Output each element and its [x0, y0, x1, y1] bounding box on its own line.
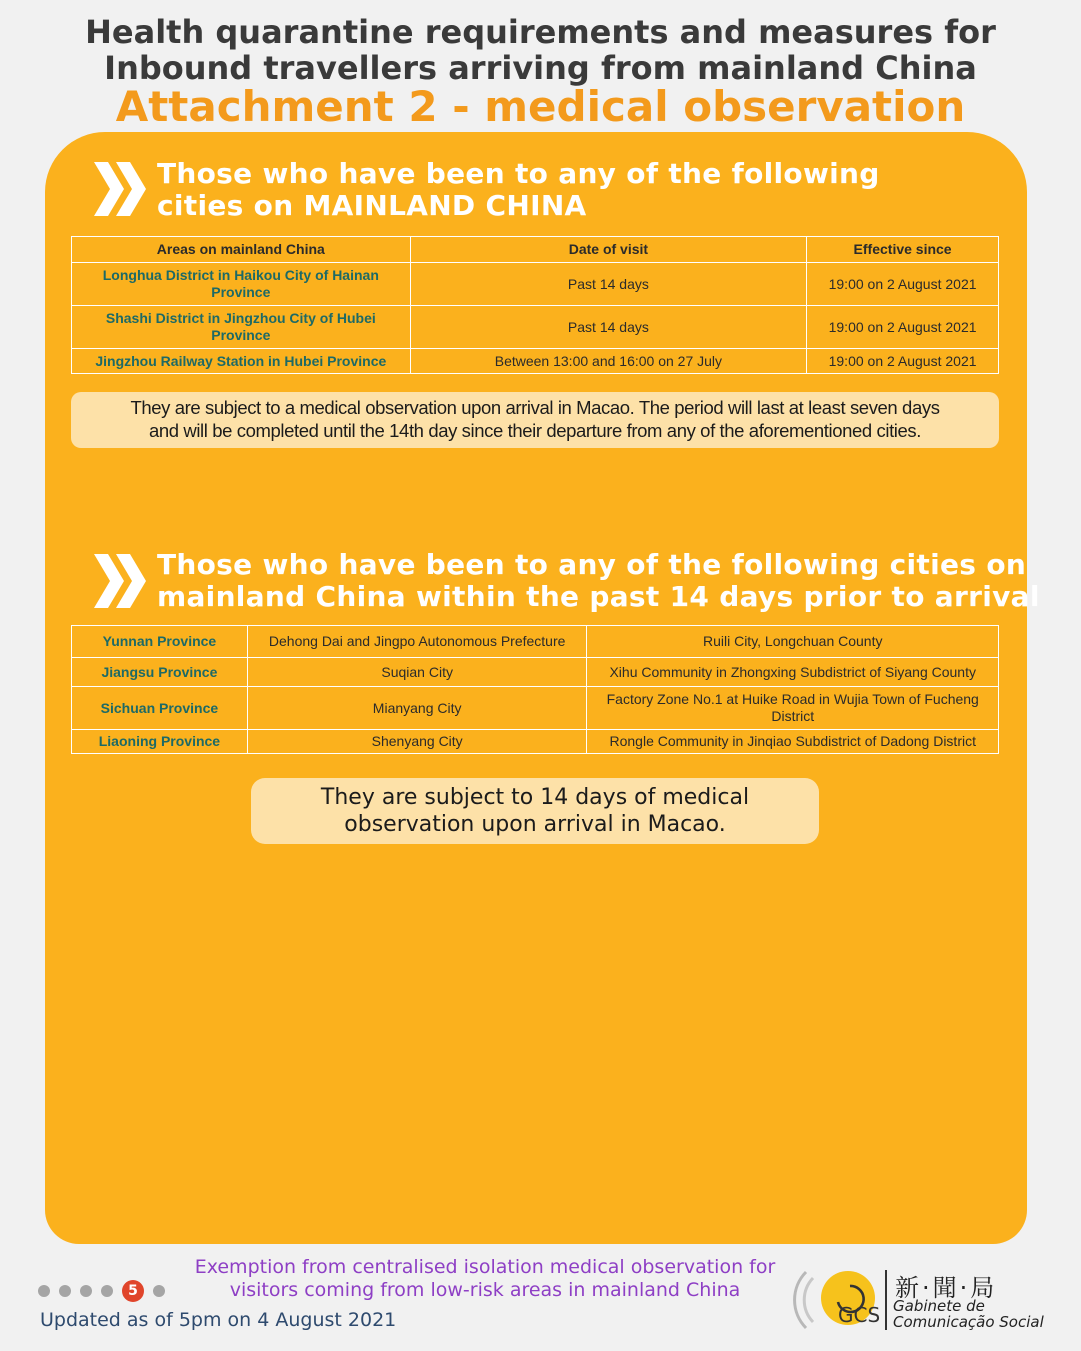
- section1-note-line-1: They are subject to a medical observation upon arrival in Macao. The period will last at least seven days: [130, 397, 940, 418]
- area-cell: Shashi District in Jingzhou City of Hubei Province: [72, 306, 411, 349]
- section1-heading-line-1: Those who have been to any of the following: [157, 157, 880, 190]
- date-cell: Past 14 days: [410, 263, 807, 306]
- logo-name: [893, 1298, 1044, 1330]
- section2-heading: [157, 549, 1040, 613]
- area-cell: Factory Zone No.1 at Huike Road in Wujia Town of Fucheng District: [587, 687, 999, 730]
- province-cell: Yunnan Province: [72, 626, 248, 658]
- effective-cell: 19:00 on 2 August 2021: [807, 263, 999, 306]
- logo-name-line-1: Gabinete de: [893, 1297, 985, 1315]
- effective-cell: 19:00 on 2 August 2021: [807, 349, 999, 374]
- page-dot[interactable]: [101, 1285, 113, 1297]
- page-dot[interactable]: [59, 1285, 71, 1297]
- area-cell: Jingzhou Railway Station in Hubei Province: [72, 349, 411, 374]
- city-cell: Dehong Dai and Jingpo Autonomous Prefecture: [247, 626, 587, 658]
- double-chevron-icon: [92, 552, 148, 610]
- next-topic-line-1: Exemption from centralised isolation medical observation for: [194, 1256, 776, 1278]
- province-cell: Liaoning Province: [72, 730, 248, 754]
- table-row: [72, 263, 999, 306]
- page-dot[interactable]: [80, 1285, 92, 1297]
- section2-note-line-2: observation upon arrival in Macao.: [344, 812, 726, 837]
- title-line-2: Inbound travellers arriving from mainland China: [104, 49, 977, 87]
- area-cell: Rongle Community in Jinqiao Subdistrict of Dadong District: [587, 730, 999, 754]
- date-cell: Past 14 days: [410, 306, 807, 349]
- section1-heading: [157, 158, 880, 222]
- table-row: [72, 658, 999, 687]
- page-indicator: [38, 1280, 165, 1302]
- area-cell: Ruili City, Longchuan County: [587, 626, 999, 658]
- table-header-row: [72, 237, 999, 263]
- attachment-title: Attachment 2 - medical observation: [115, 82, 966, 131]
- col-header-date: Date of visit: [410, 237, 807, 263]
- table-row: [72, 687, 999, 730]
- page-dot-current[interactable]: 5: [122, 1280, 144, 1302]
- date-cell: Between 13:00 and 16:00 on 27 July: [410, 349, 807, 374]
- col-header-effective: Effective since: [807, 237, 999, 263]
- table-row: [72, 730, 999, 754]
- updated-timestamp: Updated as of 5pm on 4 August 2021: [40, 1309, 397, 1331]
- effective-cell: 19:00 on 2 August 2021: [807, 306, 999, 349]
- next-topic-link[interactable]: [180, 1256, 790, 1302]
- double-chevron-icon: [92, 160, 148, 218]
- table-row: [72, 626, 999, 658]
- section1-note-line-2: and will be completed until the 14th day since their departure from any of the aforementioned cities.: [148, 420, 921, 441]
- section2-note: [251, 778, 819, 844]
- section1-heading-line-2: cities on MAINLAND CHINA: [157, 189, 587, 222]
- section1-table: [71, 236, 999, 374]
- title-line-1: Health quarantine requirements and measures for: [85, 13, 996, 51]
- table-row: [72, 349, 999, 374]
- city-cell: Mianyang City: [247, 687, 587, 730]
- section1-note: [71, 392, 999, 448]
- section2-note-line-1: They are subject to 14 days of medical: [320, 785, 750, 810]
- section2-table: [71, 625, 999, 754]
- province-cell: Sichuan Province: [72, 687, 248, 730]
- page-dot[interactable]: [38, 1285, 50, 1297]
- area-cell: Xihu Community in Zhongxing Subdistrict of Siyang County: [587, 658, 999, 687]
- area-cell: Longhua District in Haikou City of Hainan Province: [72, 263, 411, 306]
- logo-mark: GCS: [838, 1303, 881, 1327]
- section2-heading-line-2: mainland China within the past 14 days prior to arrival: [157, 580, 1040, 613]
- logo-cjk-text: 新·聞·局: [895, 1274, 998, 1302]
- col-header-areas: Areas on mainland China: [72, 237, 411, 263]
- logo-name-line-2: Comunicação Social: [893, 1313, 1044, 1331]
- city-cell: Shenyang City: [247, 730, 587, 754]
- province-cell: Jiangsu Province: [72, 658, 248, 687]
- page-dot[interactable]: [153, 1285, 165, 1297]
- table-row: [72, 306, 999, 349]
- section2-heading-line-1: Those who have been to any of the following cities on: [157, 548, 1027, 581]
- next-topic-line-2: visitors coming from low-risk areas in mainland China: [229, 1279, 741, 1301]
- city-cell: Suqian City: [247, 658, 587, 687]
